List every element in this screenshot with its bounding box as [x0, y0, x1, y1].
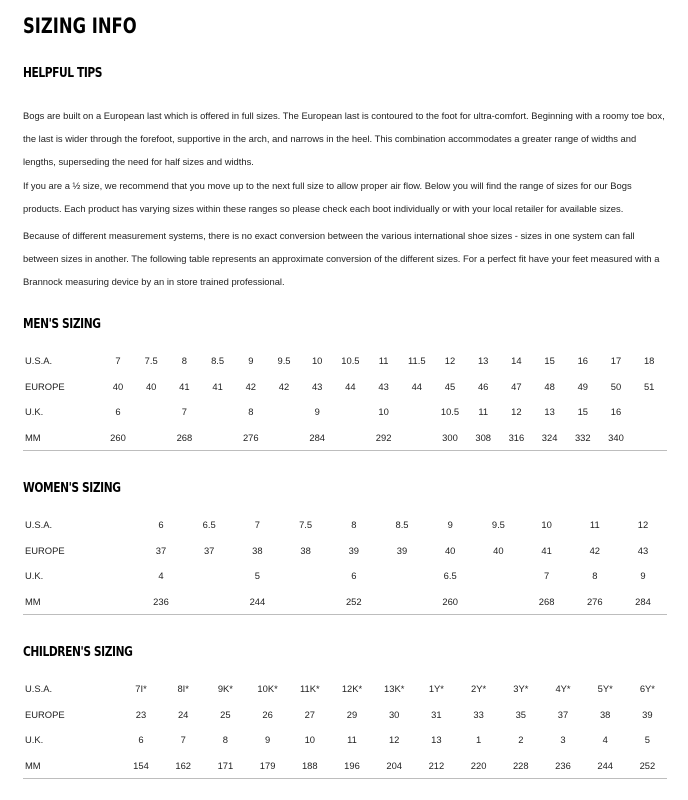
- childrens-divider: [23, 778, 667, 779]
- row-label: MM: [25, 431, 41, 443]
- size-cell: 162: [175, 759, 192, 771]
- size-cell: 196: [344, 759, 360, 771]
- size-cell: 40: [444, 544, 456, 556]
- size-cell: 44: [345, 380, 356, 392]
- size-cell: 44: [411, 380, 423, 392]
- size-cell: 2: [518, 734, 524, 745]
- size-cell: 10: [311, 355, 323, 366]
- size-cell: 42: [278, 380, 290, 392]
- size-cell: 26: [262, 708, 273, 720]
- size-cell: 9: [447, 519, 453, 530]
- row-label: U.K.: [25, 406, 44, 417]
- row-label: U.K.: [25, 734, 44, 745]
- size-cell: 308: [475, 431, 492, 443]
- size-cell: 13: [544, 406, 555, 417]
- size-cell: 10.5: [341, 355, 360, 366]
- size-cell: 11: [378, 355, 389, 366]
- size-cell: 8: [351, 519, 357, 530]
- size-cell: 49: [577, 380, 589, 392]
- size-cell: 332: [574, 431, 591, 443]
- childrens-row: [23, 683, 667, 697]
- size-cell: 12: [444, 355, 456, 366]
- womens-row: [23, 596, 667, 610]
- size-cell: 284: [309, 431, 326, 443]
- mens-row: [23, 432, 667, 446]
- size-cell: 7: [543, 570, 550, 581]
- size-cell: 12K*: [341, 683, 363, 694]
- size-cell: 16: [577, 355, 589, 366]
- size-cell: 11: [478, 406, 489, 417]
- size-cell: 7.5: [144, 355, 158, 366]
- row-label: EUROPE: [25, 708, 65, 720]
- size-cell: 29: [346, 708, 358, 720]
- size-cell: 284: [635, 595, 651, 607]
- size-cell: 8: [248, 406, 254, 417]
- size-cell: 9: [248, 355, 254, 366]
- size-cell: 40: [145, 380, 157, 392]
- size-cell: 9: [264, 734, 271, 745]
- size-cell: 3Y*: [513, 683, 529, 694]
- size-cell: 188: [301, 759, 318, 771]
- size-cell: 15: [544, 355, 555, 366]
- size-cell: 38: [599, 708, 611, 720]
- size-cell: 8: [222, 734, 228, 745]
- size-cell: 10K*: [257, 683, 278, 694]
- size-cell: 2Y*: [471, 683, 487, 694]
- size-cell: 7: [115, 355, 121, 366]
- size-cell: 37: [203, 544, 215, 556]
- size-cell: 6.5: [202, 519, 216, 530]
- row-label: U.S.A.: [25, 683, 53, 694]
- size-cell: 45: [444, 380, 456, 392]
- size-cell: 1Y*: [428, 683, 444, 694]
- size-cell: 268: [538, 595, 555, 607]
- size-cell: 252: [639, 759, 656, 771]
- page-title: SIZING INFO: [23, 14, 137, 38]
- size-cell: 4: [158, 570, 164, 581]
- size-cell: 40: [112, 380, 124, 392]
- size-cell: 236: [555, 759, 571, 771]
- size-cell: 300: [442, 431, 458, 443]
- size-cell: 47: [511, 380, 522, 392]
- size-cell: 252: [345, 595, 362, 607]
- size-cell: 9: [640, 570, 646, 581]
- size-cell: 11K*: [299, 683, 320, 694]
- size-cell: 5Y*: [597, 683, 613, 694]
- childrens-row: [23, 709, 667, 723]
- size-cell: 10: [378, 406, 389, 417]
- helpful-tips-heading: HELPFUL TIPS: [23, 66, 103, 81]
- row-label: EUROPE: [25, 544, 65, 556]
- size-cell: 228: [512, 759, 529, 771]
- size-cell: 37: [557, 708, 569, 720]
- size-cell: 9K*: [217, 683, 233, 694]
- size-cell: 39: [396, 544, 408, 556]
- size-cell: 244: [597, 759, 614, 771]
- size-cell: 220: [470, 759, 487, 771]
- size-cell: 11: [347, 734, 357, 745]
- size-cell: 268: [176, 431, 193, 443]
- size-cell: 260: [442, 595, 459, 607]
- size-cell: 260: [110, 431, 126, 443]
- size-cell: 6: [351, 570, 357, 581]
- size-cell: 212: [428, 759, 445, 771]
- size-cell: 13: [431, 734, 442, 745]
- size-cell: 43: [378, 380, 389, 392]
- size-cell: 10: [304, 734, 316, 745]
- row-label: MM: [25, 759, 41, 771]
- size-cell: 38: [252, 544, 263, 556]
- size-cell: 9: [314, 406, 320, 417]
- size-cell: 7.5: [299, 519, 313, 530]
- mens-row: [23, 381, 667, 395]
- size-cell: 35: [515, 708, 527, 720]
- row-label: MM: [25, 595, 41, 607]
- size-cell: 40: [493, 544, 504, 556]
- size-cell: 7: [181, 406, 187, 417]
- size-cell: 38: [300, 544, 311, 556]
- size-cell: 7I*: [135, 683, 147, 694]
- size-cell: 6: [115, 406, 121, 417]
- size-cell: 25: [220, 708, 231, 720]
- size-cell: 9.5: [491, 519, 505, 530]
- size-cell: 276: [242, 431, 259, 443]
- size-cell: 48: [544, 380, 555, 392]
- size-cell: 340: [608, 431, 624, 443]
- size-cell: 14: [511, 355, 522, 366]
- womens-row: [23, 545, 667, 559]
- size-cell: 3: [560, 734, 566, 745]
- childrens-sizing-heading: CHILDREN'S SIZING: [23, 645, 133, 660]
- size-cell: 4Y*: [555, 683, 571, 694]
- womens-row: [23, 570, 667, 584]
- size-cell: 10: [541, 519, 552, 530]
- size-cell: 292: [375, 431, 392, 443]
- size-cell: 276: [586, 595, 603, 607]
- size-cell: 43: [311, 380, 323, 392]
- size-cell: 8.5: [211, 355, 225, 366]
- size-cell: 8: [181, 355, 187, 366]
- size-cell: 41: [179, 380, 190, 392]
- size-cell: 23: [135, 708, 147, 720]
- size-cell: 154: [133, 759, 149, 771]
- size-cell: 11.5: [408, 355, 426, 366]
- size-cell: 15: [577, 406, 589, 417]
- tips-paragraph-2: If you are a ½ size, we recommend that you move up to the next full size to allow proper air flow. Below you will find the range of sizes for our Bogs products. Each product has varying sizes within these ranges so please check each boot individually or with your local retailer for available sizes.: [23, 180, 632, 214]
- size-cell: 18: [643, 355, 655, 366]
- size-cell: 50: [610, 380, 622, 392]
- mens-divider: [23, 450, 667, 451]
- size-cell: 27: [304, 708, 316, 720]
- size-cell: 16: [610, 406, 622, 417]
- size-cell: 12: [637, 519, 649, 530]
- size-cell: 5: [644, 734, 650, 745]
- size-cell: 6: [158, 519, 164, 530]
- size-cell: 11: [589, 519, 600, 530]
- womens-sizing-heading: WOMEN'S SIZING: [23, 481, 121, 496]
- mens-row: [23, 355, 667, 369]
- size-cell: 39: [348, 544, 360, 556]
- size-cell: 17: [610, 355, 622, 366]
- size-cell: 12: [388, 734, 400, 745]
- size-cell: 43: [637, 544, 649, 556]
- size-cell: 5: [254, 570, 260, 581]
- size-cell: 204: [386, 759, 403, 771]
- size-cell: 316: [508, 431, 525, 443]
- size-cell: 30: [388, 708, 400, 720]
- row-label: EUROPE: [25, 380, 65, 392]
- size-cell: 8I*: [177, 683, 189, 694]
- size-cell: 46: [477, 380, 489, 392]
- size-cell: 9.5: [277, 355, 291, 366]
- size-cell: 7: [180, 734, 186, 745]
- row-label: U.S.A.: [25, 355, 53, 366]
- tips-paragraph-3: Because of different measurement systems, there is no exact conversion between the various international shoe sizes - sizes in one system can fall between sizes in another. The following table represents an approximate conversion of the different sizes. For a perfect fit have your feet measured with a Brannock measuring device by an in store trained professional.: [23, 230, 660, 287]
- row-label: U.K.: [25, 570, 44, 581]
- size-cell: 8.5: [395, 519, 409, 530]
- womens-divider: [23, 614, 667, 615]
- size-cell: 41: [541, 544, 552, 556]
- childrens-row: [23, 734, 667, 748]
- size-cell: 41: [212, 380, 223, 392]
- mens-row: [23, 406, 667, 420]
- size-cell: 6.5: [443, 570, 457, 581]
- size-cell: 236: [153, 595, 169, 607]
- size-cell: 7: [254, 519, 260, 530]
- size-cell: 12: [511, 406, 522, 417]
- size-cell: 6: [138, 734, 144, 745]
- size-cell: 51: [643, 380, 655, 392]
- size-cell: 324: [541, 431, 558, 443]
- size-cell: 1: [475, 734, 482, 745]
- size-cell: 244: [249, 595, 266, 607]
- womens-row: [23, 519, 667, 533]
- size-cell: 179: [259, 759, 276, 771]
- mens-sizing-heading: MEN'S SIZING: [23, 317, 101, 332]
- row-label: U.S.A.: [25, 519, 53, 530]
- size-cell: 42: [245, 380, 257, 392]
- size-cell: 10.5: [440, 406, 460, 417]
- size-cell: 13K*: [384, 683, 405, 694]
- size-cell: 31: [431, 708, 442, 720]
- size-cell: 42: [589, 544, 601, 556]
- size-cell: 4: [602, 734, 608, 745]
- size-cell: 37: [155, 544, 167, 556]
- size-cell: 39: [642, 708, 653, 720]
- size-cell: 13: [477, 355, 489, 366]
- size-cell: 8: [592, 570, 598, 581]
- size-cell: 171: [217, 759, 234, 771]
- size-cell: 33: [473, 708, 484, 720]
- tips-paragraph-1: Bogs are built on a European last which is offered in full sizes. The European last is contoured to the foot for ultra-comfort. Beginning with a roomy toe box, the last is wider through the forefoot, supportive in the arch, and narrows in the heel. This combination accommodates a greater range of widths and lengths, superseding the need for half sizes and widths.: [23, 110, 665, 167]
- size-cell: 24: [177, 708, 189, 720]
- childrens-row: [23, 760, 667, 774]
- size-cell: 6Y*: [639, 683, 655, 694]
